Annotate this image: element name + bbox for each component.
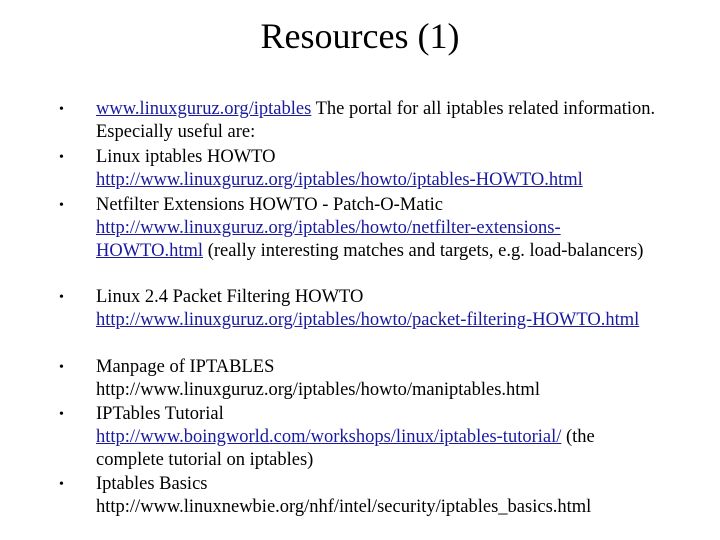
iptables-basics-url: http://www.linuxnewbie.org/nhf/intel/security/iptables_basics.html bbox=[96, 497, 592, 517]
resource-text bbox=[96, 146, 656, 192]
bullet-icon: • bbox=[59, 150, 64, 165]
resource-name: Netfilter Extensions HOWTO - Patch-O-Matic bbox=[96, 195, 443, 215]
tutorial-link[interactable]: http://www.boingworld.com/workshops/linux/iptables-tutorial/ bbox=[96, 427, 562, 447]
resource-text bbox=[96, 98, 656, 144]
resource-text bbox=[96, 473, 656, 519]
iptables-howto-link[interactable]: http://www.linuxguruz.org/iptables/howto/iptables-HOWTO.html bbox=[96, 170, 583, 190]
bullet-icon: • bbox=[59, 290, 64, 305]
bullet-icon: • bbox=[59, 102, 64, 117]
bullet-icon: • bbox=[59, 360, 64, 375]
resource-note: (the complete tutorial on iptables) bbox=[96, 427, 595, 470]
packet-filtering-link[interactable]: http://www.linuxguruz.org/iptables/howto/packet-filtering-HOWTO.html bbox=[96, 310, 640, 330]
resource-name: Linux 2.4 Packet Filtering HOWTO bbox=[96, 287, 364, 307]
manpage-url: http://www.linuxguruz.org/iptables/howto/maniptables.html bbox=[96, 380, 540, 400]
portal-link[interactable]: www.linuxguruz.org/iptables bbox=[96, 99, 312, 119]
resource-text bbox=[96, 403, 656, 472]
resource-text bbox=[96, 194, 656, 263]
resource-name: IPTables Tutorial bbox=[96, 404, 224, 424]
bullet-icon: • bbox=[59, 407, 64, 422]
slide-title: Resources (1) bbox=[260, 16, 460, 56]
bullet-icon: • bbox=[59, 198, 64, 213]
resource-note: (really interesting matches and targets, e.g. load-balancers) bbox=[203, 241, 644, 261]
resource-text bbox=[96, 356, 656, 402]
bullet-icon: • bbox=[59, 477, 64, 492]
resource-name: Iptables Basics bbox=[96, 474, 208, 494]
netfilter-extensions-link[interactable]: http://www.linuxguruz.org/iptables/howto/netfilter-extensions-HOWTO.html bbox=[96, 218, 561, 261]
resource-text bbox=[96, 286, 656, 332]
resource-name: Manpage of IPTABLES bbox=[96, 357, 275, 377]
resource-description: The portal for all iptables related information. Especially useful are: bbox=[96, 99, 656, 142]
resource-name: Linux iptables HOWTO bbox=[96, 147, 276, 167]
